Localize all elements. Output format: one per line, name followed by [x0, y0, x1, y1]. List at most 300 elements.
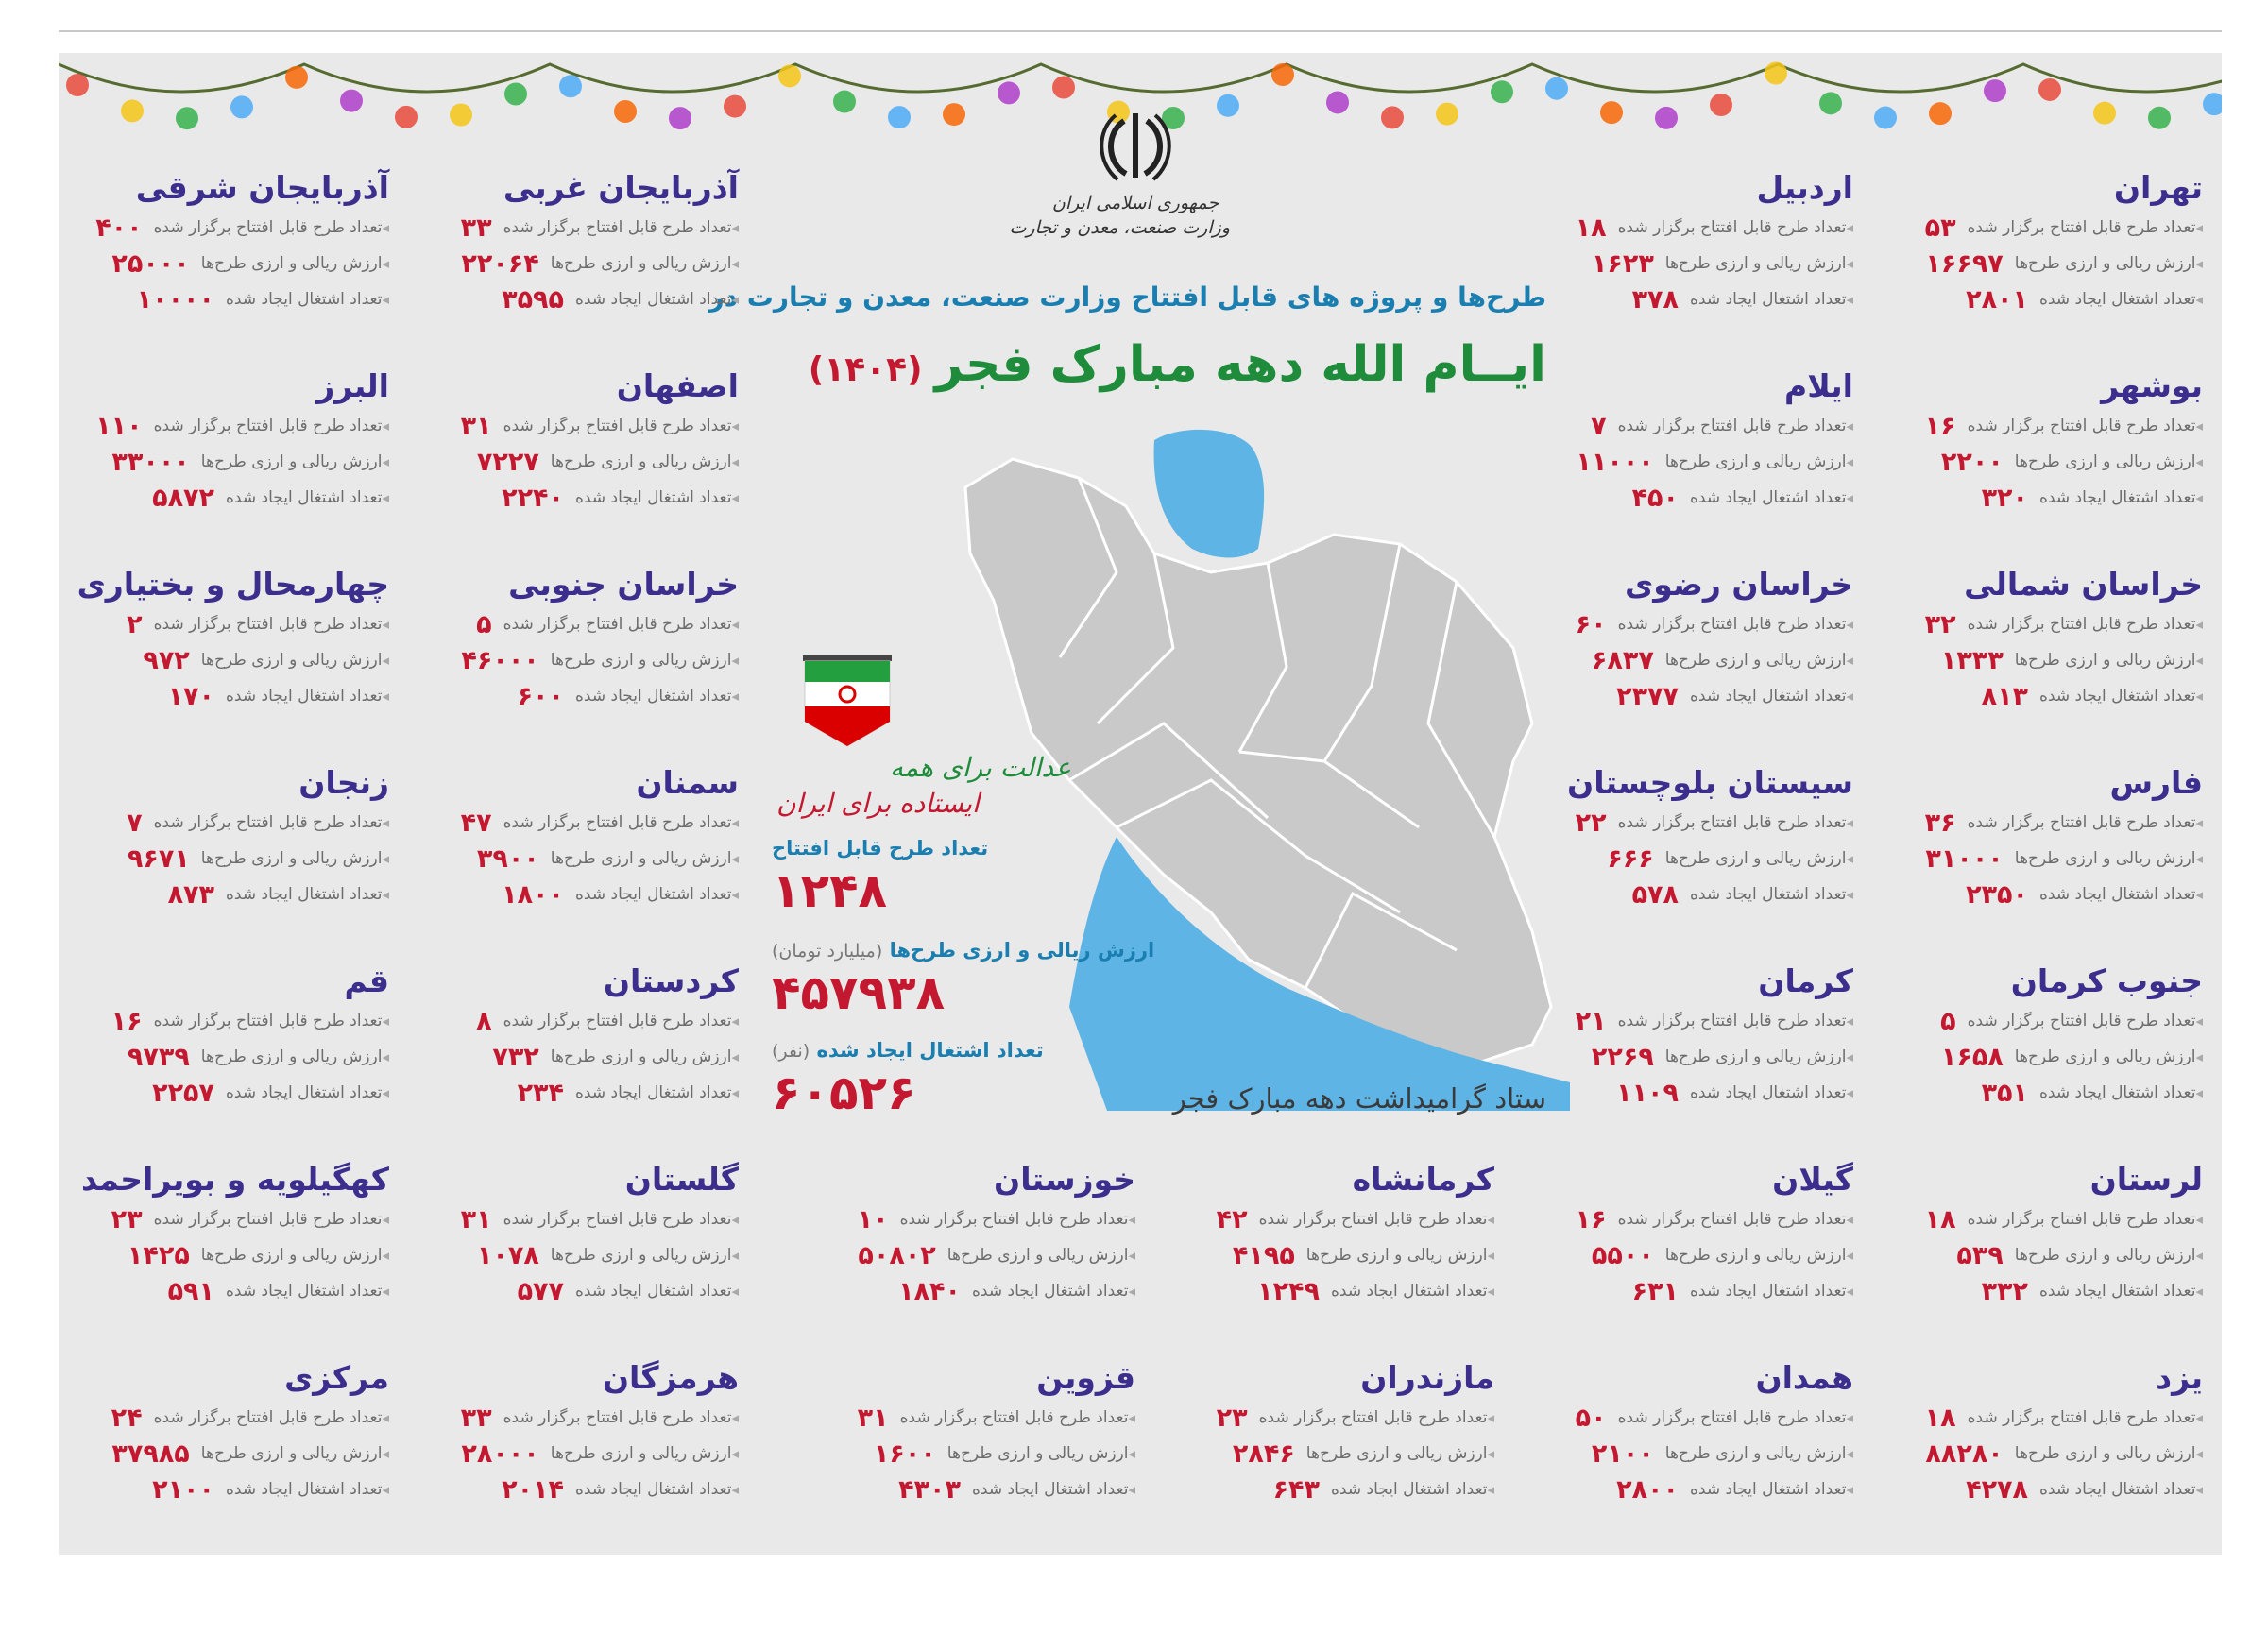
stat-label-jobs: ◂ تعداد اشتغال ایجاد شده [972, 1480, 1135, 1499]
org-name-line2: وزارت صنعت، معدن و تجارت [1009, 217, 1230, 238]
headquarters-caption: ستاد گرامیداشت دهه مبارک فجر [1172, 1082, 1546, 1115]
stat-row-jobs [1891, 1273, 2203, 1309]
light-bulb-icon [559, 75, 582, 97]
stat-row-investment [77, 246, 389, 281]
light-bulb-icon [1765, 62, 1787, 85]
province-name: خراسان جنوبی [508, 566, 739, 603]
light-bulb-icon [340, 90, 363, 112]
stat-value-jobs: ۲۸۰۱ [1966, 284, 2029, 315]
stat-value-jobs: ۵۷۷ [517, 1276, 565, 1306]
stat-value-jobs: ۱۱۰۹ [1616, 1078, 1680, 1108]
stat-row-jobs [1891, 1075, 2203, 1111]
province-card [77, 1158, 389, 1319]
stat-row-investment [77, 642, 389, 678]
stat-label-investment: ◂ ارزش ریالی و ارزی طرح‌ها [1665, 452, 1853, 471]
stat-row-projects [1542, 805, 1853, 841]
stat-row-jobs [427, 1472, 739, 1507]
stat-value-projects: ۱۰ [857, 1204, 889, 1234]
stat-value-jobs: ۲۸۰۰ [1616, 1474, 1680, 1505]
stat-row-jobs [1183, 1472, 1494, 1507]
stat-label-jobs: ◂ تعداد اشتغال ایجاد شده [226, 290, 389, 309]
poster-subtitle: طرح‌ها و پروژه های قابل افتتاح وزارت صنعت، معدن و تجارت در [708, 281, 1546, 313]
stat-label-jobs: ◂ تعداد اشتغال ایجاد شده [575, 488, 739, 507]
stat-value-projects: ۱۶ [1575, 1204, 1607, 1234]
stat-label-projects: ◂ تعداد طرح قابل افتتاح برگزار شده [1618, 813, 1853, 832]
stat-value-jobs: ۳۷۸ [1631, 284, 1680, 315]
light-bulb-icon [1710, 94, 1732, 116]
light-bulb-icon [1436, 103, 1458, 126]
province-name: فارس [2109, 764, 2203, 801]
stat-row-investment [1542, 444, 1853, 480]
province-name: سیستان بلوچستان [1567, 764, 1853, 801]
stat-value-projects: ۱۱۰ [95, 411, 143, 441]
stat-value-investment: ۳۹۰۰ [476, 843, 539, 874]
stat-value-investment: ۹۶۷۱ [127, 843, 190, 874]
province-name: یزد [2156, 1359, 2203, 1396]
stat-label-investment: ◂ ارزش ریالی و ارزی طرح‌ها [551, 1246, 739, 1265]
light-bulb-icon [1545, 77, 1568, 100]
province-name: چهارمحال و بختیاری [77, 566, 389, 603]
stat-label-investment: ◂ ارزش ریالی و ارزی طرح‌ها [1665, 651, 1853, 670]
stat-value-projects: ۳۳ [460, 1403, 492, 1433]
stat-label-jobs: ◂ تعداد اشتغال ایجاد شده [226, 1083, 389, 1102]
stat-value-jobs: ۲۱۰۰ [152, 1474, 215, 1505]
light-bulb-icon [2093, 102, 2116, 125]
stat-label-investment: ◂ ارزش ریالی و ارزی طرح‌ها [2015, 452, 2203, 471]
stat-row-jobs [824, 1472, 1135, 1507]
province-card [77, 1356, 389, 1517]
light-bulb-icon [2203, 93, 2222, 115]
stat-row-projects [1542, 1201, 1853, 1237]
stat-row-investment [427, 1436, 739, 1472]
stat-value-projects: ۲۲ [1575, 808, 1607, 838]
province-card [1891, 1356, 2203, 1517]
province-name: هرمزگان [602, 1359, 739, 1396]
province-name: مازندران [1360, 1359, 1494, 1396]
stat-row-projects [824, 1201, 1135, 1237]
stat-value-investment: ۳۱۰۰۰ [1925, 843, 2004, 874]
stat-row-jobs [1542, 281, 1853, 317]
stat-value-jobs: ۵۹۱ [167, 1276, 215, 1306]
province-name: قزوین [1036, 1359, 1135, 1396]
stat-label-investment: ◂ ارزش ریالی و ارزی طرح‌ها [2015, 651, 2203, 670]
stat-label-projects: ◂ تعداد طرح قابل افتتاح برگزار شده [503, 218, 739, 237]
stat-label-investment: ◂ ارزش ریالی و ارزی طرح‌ها [201, 651, 389, 670]
stat-value-jobs: ۶۴۳ [1272, 1474, 1321, 1505]
stat-label-projects: ◂ تعداد طرح قابل افتتاح برگزار شده [1618, 615, 1853, 634]
stat-row-jobs [1542, 877, 1853, 912]
province-name: اردبیل [1756, 169, 1853, 206]
stat-value-jobs: ۴۳۰۳ [898, 1474, 962, 1505]
stat-row-projects [1891, 1201, 2203, 1237]
stat-row-jobs [77, 1075, 389, 1111]
stat-label-projects: ◂ تعداد طرح قابل افتتاح برگزار شده [1259, 1210, 1494, 1229]
stat-row-projects [427, 210, 739, 246]
stat-row-projects [1891, 606, 2203, 642]
stat-row-projects [77, 408, 389, 444]
stat-value-projects: ۳۲ [1924, 609, 1956, 639]
top-divider [59, 30, 2222, 32]
stat-label-investment: ◂ ارزش ریالی و ارزی طرح‌ها [201, 254, 389, 273]
stat-value-jobs: ۴۲۷۸ [1966, 1474, 2029, 1505]
stat-value-jobs: ۲۲۴۰ [502, 483, 565, 513]
province-card [427, 761, 739, 922]
stat-row-jobs [77, 281, 389, 317]
stat-label-investment: ◂ ارزش ریالی و ارزی طرح‌ها [201, 1047, 389, 1066]
stat-row-projects [1542, 408, 1853, 444]
stat-label-jobs: ◂ تعداد اشتغال ایجاد شده [226, 885, 389, 904]
stat-value-projects: ۷ [1591, 411, 1607, 441]
stat-label-jobs: ◂ تعداد اشتغال ایجاد شده [2039, 885, 2203, 904]
stat-row-investment [1542, 841, 1853, 877]
stat-row-jobs [77, 678, 389, 714]
stat-label-jobs: ◂ تعداد اشتغال ایجاد شده [2039, 1083, 2203, 1102]
province-name: سمنان [636, 764, 739, 801]
stat-value-investment: ۱۶۰۰ [873, 1438, 936, 1469]
stat-label-projects: ◂ تعداد طرح قابل افتتاح برگزار شده [1968, 813, 2203, 832]
stat-label-projects: ◂ تعداد طرح قابل افتتاح برگزار شده [154, 417, 389, 435]
stat-row-investment [1542, 1436, 1853, 1472]
stat-row-investment [1891, 1039, 2203, 1075]
stat-label-projects: ◂ تعداد طرح قابل افتتاح برگزار شده [1968, 615, 2203, 634]
light-bulb-icon [943, 103, 965, 126]
stat-row-investment [427, 1039, 739, 1075]
stat-row-jobs [1542, 1472, 1853, 1507]
stat-value-projects: ۳۱ [460, 411, 492, 441]
stat-value-jobs: ۲۲۵۷ [152, 1078, 215, 1108]
stat-row-projects [427, 606, 739, 642]
stat-label-jobs: ◂ تعداد اشتغال ایجاد شده [575, 1083, 739, 1102]
stat-row-projects [1542, 210, 1853, 246]
stat-value-projects: ۷ [127, 808, 143, 838]
stat-row-jobs [1891, 678, 2203, 714]
stat-value-investment: ۱۱۰۰۰ [1576, 447, 1654, 477]
stat-row-projects [77, 1003, 389, 1039]
stat-label-jobs: ◂ تعداد اشتغال ایجاد شده [1331, 1480, 1494, 1499]
stat-value-projects: ۱۶ [1924, 411, 1956, 441]
total-jobs-label-text: تعداد اشتغال ایجاد شده [816, 1039, 1044, 1062]
stat-value-jobs: ۶۰۰ [517, 681, 565, 711]
stat-row-investment [1891, 1237, 2203, 1273]
total-investment-label-text: ارزش ریالی و ارزی طرح‌ها [889, 939, 1155, 962]
province-card [1542, 365, 1853, 525]
lights-wire [59, 64, 2222, 92]
province-name: گلستان [624, 1161, 739, 1198]
caspian-sea [1154, 430, 1265, 558]
stat-label-projects: ◂ تعداد طرح قابل افتتاح برگزار شده [503, 1408, 739, 1427]
stat-value-projects: ۲۴ [111, 1403, 143, 1433]
stat-label-investment: ◂ ارزش ریالی و ارزی طرح‌ها [551, 452, 739, 471]
stat-row-investment [824, 1237, 1135, 1273]
stat-label-investment: ◂ ارزش ریالی و ارزی طرح‌ها [947, 1444, 1135, 1463]
stat-value-investment: ۷۳۲ [492, 1042, 539, 1072]
stat-value-jobs: ۳۵۱ [1981, 1078, 2029, 1108]
stat-label-investment: ◂ ارزش ریالی و ارزی طرح‌ها [201, 849, 389, 868]
stat-row-projects [1891, 210, 2203, 246]
province-card [1542, 1356, 1853, 1517]
stat-label-projects: ◂ تعداد طرح قابل افتتاح برگزار شده [900, 1210, 1135, 1229]
stat-row-projects [824, 1400, 1135, 1436]
stat-row-jobs [427, 1075, 739, 1111]
stat-row-investment [824, 1436, 1135, 1472]
stat-label-jobs: ◂ تعداد اشتغال ایجاد شده [226, 488, 389, 507]
province-card [77, 365, 389, 525]
stat-row-projects [427, 408, 739, 444]
stat-row-investment [427, 841, 739, 877]
stat-label-jobs: ◂ تعداد اشتغال ایجاد شده [226, 687, 389, 706]
stat-label-jobs: ◂ تعداد اشتغال ایجاد شده [575, 885, 739, 904]
stat-row-projects [427, 1400, 739, 1436]
org-name-line1: جمهوری اسلامی ایران [1051, 193, 1219, 213]
stat-label-projects: ◂ تعداد طرح قابل افتتاح برگزار شده [503, 417, 739, 435]
stat-row-projects [77, 805, 389, 841]
stat-row-investment [77, 1237, 389, 1273]
light-bulb-icon [230, 95, 253, 118]
stat-label-jobs: ◂ تعداد اشتغال ایجاد شده [2039, 290, 2203, 309]
stat-row-projects [77, 210, 389, 246]
stat-label-jobs: ◂ تعداد اشتغال ایجاد شده [226, 1480, 389, 1499]
stat-label-investment: ◂ ارزش ریالی و ارزی طرح‌ها [1665, 1047, 1853, 1066]
stat-row-jobs [1891, 877, 2203, 912]
light-bulb-icon [1819, 92, 1842, 114]
stat-row-investment [1542, 642, 1853, 678]
light-bulb-icon [614, 100, 637, 123]
province-card [1542, 166, 1853, 327]
stat-value-projects: ۵ [1940, 1006, 1956, 1036]
stat-label-investment: ◂ ارزش ریالی و ارزی طرح‌ها [2015, 254, 2203, 273]
stat-label-projects: ◂ تعداد طرح قابل افتتاح برگزار شده [1968, 1408, 2203, 1427]
province-card [1891, 1158, 2203, 1319]
stat-row-jobs [1542, 480, 1853, 516]
stat-value-investment: ۱۶۵۸ [1940, 1042, 2004, 1072]
province-name: کرمان [1758, 962, 1853, 999]
province-card [1542, 761, 1853, 922]
stat-value-projects: ۲ [127, 609, 143, 639]
stat-label-investment: ◂ ارزش ریالی و ارزی طرح‌ها [201, 1444, 389, 1463]
stat-label-projects: ◂ تعداد طرح قابل افتتاح برگزار شده [154, 813, 389, 832]
stat-value-projects: ۱۶ [111, 1006, 143, 1036]
stat-label-jobs: ◂ تعداد اشتغال ایجاد شده [1690, 1083, 1853, 1102]
stat-value-projects: ۱۸ [1575, 213, 1607, 243]
total-investment-label [772, 939, 1154, 962]
stat-value-investment: ۲۵۰۰۰ [111, 248, 190, 279]
infographic-poster [59, 53, 2222, 1555]
province-name: ایلام [1784, 367, 1853, 404]
stat-label-projects: ◂ تعداد طرح قابل افتتاح برگزار شده [1618, 1408, 1853, 1427]
stat-label-projects: ◂ تعداد طرح قابل افتتاح برگزار شده [1618, 1210, 1853, 1229]
light-bulb-icon [1052, 77, 1075, 99]
province-card [824, 1158, 1135, 1319]
poster-title [809, 336, 1546, 393]
light-bulb-icon [1984, 79, 2006, 102]
stat-label-investment: ◂ ارزش ریالی و ارزی طرح‌ها [551, 651, 739, 670]
stat-row-investment [1891, 841, 2203, 877]
stat-row-projects [77, 1201, 389, 1237]
stat-label-projects: ◂ تعداد طرح قابل افتتاح برگزار شده [1259, 1408, 1494, 1427]
stat-value-investment: ۴۱۹۵ [1232, 1240, 1295, 1270]
light-bulb-icon [1600, 101, 1623, 124]
province-name: کرمانشاه [1352, 1161, 1494, 1198]
light-bulb-icon [285, 66, 308, 89]
stat-value-jobs: ۱۷۰ [167, 681, 215, 711]
province-card [427, 166, 739, 327]
stat-row-projects [427, 805, 739, 841]
stat-label-jobs: ◂ تعداد اشتغال ایجاد شده [1690, 1282, 1853, 1301]
province-name: تهران [2113, 169, 2203, 206]
light-bulb-icon [1271, 63, 1294, 86]
province-name: البرز [316, 367, 389, 404]
stat-label-jobs: ◂ تعداد اشتغال ایجاد شده [1690, 885, 1853, 904]
stat-value-projects: ۳۱ [460, 1204, 492, 1234]
stat-label-projects: ◂ تعداد طرح قابل افتتاح برگزار شده [503, 1012, 739, 1030]
stat-label-investment: ◂ ارزش ریالی و ارزی طرح‌ها [1665, 254, 1853, 273]
stat-row-projects [77, 1400, 389, 1436]
light-bulb-icon [450, 104, 472, 127]
light-bulb-icon [121, 99, 144, 122]
stat-row-projects [1183, 1201, 1494, 1237]
stat-value-projects: ۳۳ [460, 213, 492, 243]
province-name: خوزستان [994, 1161, 1135, 1198]
stat-value-projects: ۲۳ [111, 1204, 143, 1234]
light-bulb-icon [888, 106, 911, 128]
province-card [77, 761, 389, 922]
stat-label-projects: ◂ تعداد طرح قابل افتتاح برگزار شده [503, 615, 739, 634]
light-bulb-icon [1929, 102, 1952, 125]
province-card [1542, 960, 1853, 1120]
stat-label-projects: ◂ تعداد طرح قابل افتتاح برگزار شده [1618, 417, 1853, 435]
total-investment-value: ۴۵۷۹۳۸ [772, 965, 946, 1020]
stat-row-projects [1891, 408, 2203, 444]
stat-value-projects: ۴۰۰ [95, 213, 143, 243]
stat-label-projects: ◂ تعداد طرح قابل افتتاح برگزار شده [154, 1408, 389, 1427]
province-name: بوشهر [2101, 367, 2203, 404]
stat-value-projects: ۶۰ [1575, 609, 1607, 639]
province-card [427, 960, 739, 1120]
stat-value-investment: ۱۶۶۹۷ [1925, 248, 2004, 279]
stat-row-investment [1542, 246, 1853, 281]
stat-row-investment [1542, 1039, 1853, 1075]
stat-label-investment: ◂ ارزش ریالی و ارزی طرح‌ها [2015, 1246, 2203, 1265]
stat-label-jobs: ◂ تعداد اشتغال ایجاد شده [226, 1282, 389, 1301]
province-name: مرکزی [284, 1359, 389, 1396]
stat-label-projects: ◂ تعداد طرح قابل افتتاح برگزار شده [154, 1012, 389, 1030]
stat-row-jobs [1542, 678, 1853, 714]
slogan-line1: عدالت برای همه [890, 752, 1071, 783]
province-card [1891, 960, 2203, 1120]
stat-row-investment [427, 1237, 739, 1273]
province-name: کهگیلویه و بویراحمد [81, 1161, 389, 1198]
slogan-line2: ایستاده برای ایران [776, 788, 980, 819]
stat-row-projects [1542, 1003, 1853, 1039]
light-bulb-icon [395, 106, 418, 128]
stat-row-investment [427, 444, 739, 480]
stat-value-jobs: ۸۱۳ [1981, 681, 2029, 711]
iran-emblem-icon [1093, 108, 1178, 183]
stat-label-investment: ◂ ارزش ریالی و ارزی طرح‌ها [2015, 1047, 2203, 1066]
light-bulb-icon [66, 74, 89, 96]
stat-label-projects: ◂ تعداد طرح قابل افتتاح برگزار شده [900, 1408, 1135, 1427]
stat-label-investment: ◂ ارزش ریالی و ارزی طرح‌ها [1306, 1246, 1494, 1265]
stat-label-investment: ◂ ارزش ریالی و ارزی طرح‌ها [1665, 1444, 1853, 1463]
stat-label-projects: ◂ تعداد طرح قابل افتتاح برگزار شده [1618, 1012, 1853, 1030]
light-bulb-icon [669, 107, 691, 129]
stat-value-investment: ۲۲۰۰ [1940, 447, 2004, 477]
stat-label-projects: ◂ تعداد طرح قابل افتتاح برگزار شده [154, 1210, 389, 1229]
stat-value-projects: ۵۳ [1924, 213, 1956, 243]
stat-value-jobs: ۱۰۰۰۰ [136, 284, 215, 315]
province-name: جنوب کرمان [2010, 962, 2203, 999]
stat-value-investment: ۱۶۲۳ [1591, 248, 1654, 279]
stat-value-jobs: ۱۸۴۰ [898, 1276, 962, 1306]
stat-value-projects: ۳۶ [1924, 808, 1956, 838]
province-name: گیلان [1772, 1161, 1853, 1198]
stat-value-investment: ۵۳۹ [1956, 1240, 2004, 1270]
total-projects-label: تعداد طرح قابل افتتاح [772, 837, 989, 860]
stat-label-jobs: ◂ تعداد اشتغال ایجاد شده [575, 290, 739, 309]
stat-value-projects: ۴۷ [460, 808, 492, 838]
province-card [77, 960, 389, 1120]
stat-row-jobs [1183, 1273, 1494, 1309]
stat-label-jobs: ◂ تعداد اشتغال ایجاد شده [575, 1480, 739, 1499]
stat-label-projects: ◂ تعداد طرح قابل افتتاح برگزار شده [503, 813, 739, 832]
light-bulb-icon [2038, 78, 2061, 101]
light-bulb-icon [1491, 80, 1513, 103]
stat-row-investment [77, 1039, 389, 1075]
stat-row-investment [1183, 1436, 1494, 1472]
stat-row-investment [1183, 1237, 1494, 1273]
stat-row-investment [427, 642, 739, 678]
stat-value-projects: ۵ [476, 609, 492, 639]
stat-value-investment: ۲۲۶۹ [1591, 1042, 1654, 1072]
stat-label-jobs: ◂ تعداد اشتغال ایجاد شده [2039, 1282, 2203, 1301]
stat-value-projects: ۲۳ [1216, 1403, 1248, 1433]
stat-row-jobs [427, 281, 739, 317]
light-bulb-icon [833, 91, 856, 113]
stat-row-jobs [77, 877, 389, 912]
stat-row-projects [77, 606, 389, 642]
iran-flag-icon [795, 655, 899, 750]
province-name: زنجان [298, 764, 389, 801]
stat-label-investment: ◂ ارزش ریالی و ارزی طرح‌ها [201, 1246, 389, 1265]
light-bulb-icon [778, 64, 801, 87]
stat-row-projects [1542, 606, 1853, 642]
stat-label-investment: ◂ ارزش ریالی و ارزی طرح‌ها [551, 1444, 739, 1463]
stat-row-investment [1891, 642, 2203, 678]
province-card [427, 563, 739, 723]
stat-value-jobs: ۴۵۰ [1631, 483, 1680, 513]
stat-row-jobs [1542, 1273, 1853, 1309]
stat-label-investment: ◂ ارزش ریالی و ارزی طرح‌ها [551, 254, 739, 273]
stat-value-jobs: ۲۳۵۰ [1966, 879, 2029, 910]
stat-label-investment: ◂ ارزش ریالی و ارزی طرح‌ها [1306, 1444, 1494, 1463]
stat-value-investment: ۲۱۰۰ [1591, 1438, 1654, 1469]
stat-label-jobs: ◂ تعداد اشتغال ایجاد شده [575, 687, 739, 706]
total-investment-unit: (میلیارد تومان) [772, 941, 883, 962]
stat-value-investment: ۸۸۲۸۰ [1925, 1438, 2004, 1469]
stat-label-projects: ◂ تعداد طرح قابل افتتاح برگزار شده [154, 218, 389, 237]
stat-row-jobs [1891, 281, 2203, 317]
stat-value-projects: ۱۸ [1924, 1403, 1956, 1433]
province-name: آذربایجان شرقی [135, 169, 389, 206]
stat-row-investment [77, 444, 389, 480]
light-bulb-icon [1217, 94, 1239, 117]
stat-value-investment: ۵۵۰۰ [1591, 1240, 1654, 1270]
stat-label-projects: ◂ تعداد طرح قابل افتتاح برگزار شده [1968, 218, 2203, 237]
province-name: آذربایجان غربی [503, 169, 739, 206]
stat-label-investment: ◂ ارزش ریالی و ارزی طرح‌ها [2015, 1444, 2203, 1463]
stat-value-projects: ۲۱ [1575, 1006, 1607, 1036]
stat-label-jobs: ◂ تعداد اشتغال ایجاد شده [2039, 488, 2203, 507]
